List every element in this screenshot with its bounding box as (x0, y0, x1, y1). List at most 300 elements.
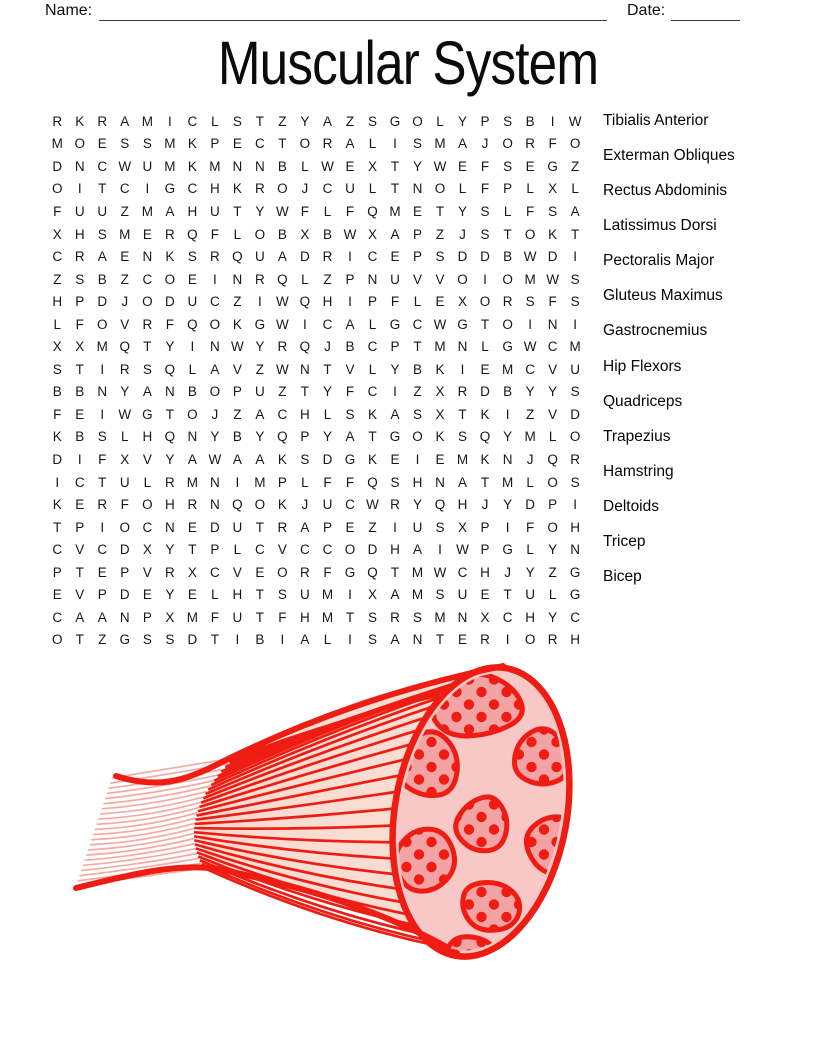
grid-letter: G (569, 587, 581, 603)
grid-letter: Y (548, 384, 558, 400)
grid-letter: S (570, 474, 580, 490)
grid-letter: R (164, 474, 175, 490)
grid-letter: Q (232, 249, 243, 265)
grid-letter: R (322, 136, 333, 152)
grid-letter: K (75, 113, 85, 129)
grid-letter: C (74, 474, 85, 490)
grid-letter: T (255, 519, 265, 535)
grid-letter: A (390, 632, 400, 648)
grid-letter: O (254, 226, 266, 242)
grid-letter: M (254, 474, 266, 490)
grid-letter: R (390, 609, 400, 625)
grid-letter: P (97, 587, 107, 603)
grid-letter: H (480, 564, 490, 580)
grid-letter: L (233, 542, 242, 558)
word-list-item: Bicep (603, 568, 642, 586)
grid-letter: Q (187, 316, 198, 332)
grid-letter: R (52, 113, 63, 129)
grid-letter: N (300, 361, 310, 377)
grid-letter: R (390, 497, 400, 513)
grid-letter: I (573, 316, 577, 332)
grid-letter: Y (165, 542, 175, 558)
grid-letter: G (502, 542, 513, 558)
grid-letter: A (458, 136, 468, 152)
grid-letter: E (52, 587, 62, 603)
grid-letter: A (75, 609, 85, 625)
grid-letter: N (547, 316, 558, 332)
grid-letter: P (210, 136, 220, 152)
grid-letter: C (142, 271, 153, 287)
grid-letter: O (569, 136, 581, 152)
grid-letter: C (209, 564, 220, 580)
grid-letter: L (548, 587, 557, 603)
grid-letter: T (368, 429, 377, 445)
grid-letter: A (413, 542, 423, 558)
grid-letter: S (367, 632, 377, 648)
grid-letter: F (525, 519, 535, 535)
grid-letter: F (210, 226, 219, 242)
grid-letter: K (52, 497, 62, 513)
grid-letter: D (480, 249, 490, 265)
grid-letter: Z (413, 384, 422, 400)
grid-letter: R (97, 497, 108, 513)
grid-letter: N (570, 542, 580, 558)
grid-letter: O (277, 564, 288, 580)
grid-letter: R (277, 519, 288, 535)
grid-letter: C (367, 339, 378, 355)
grid-letter: X (367, 158, 377, 174)
grid-letter: T (480, 316, 490, 332)
grid-letter: F (120, 497, 129, 513)
grid-letter: T (480, 474, 490, 490)
grid-letter: N (502, 451, 513, 467)
grid-letter: I (348, 249, 352, 265)
grid-letter: L (301, 158, 309, 174)
grid-letter: A (187, 451, 197, 467)
grid-letter: T (75, 361, 84, 377)
grid-letter: P (210, 542, 220, 558)
grid-letter: S (142, 361, 152, 377)
grid-letter: J (211, 406, 219, 422)
grid-letter: S (570, 294, 580, 310)
grid-letter: W (231, 339, 244, 355)
grid-letter: I (303, 316, 307, 332)
grid-letter: Z (278, 384, 287, 400)
word-list-item: Deltoids (603, 498, 659, 516)
grid-letter: R (142, 316, 153, 332)
grid-letter: P (480, 113, 490, 129)
grid-letter: P (367, 294, 377, 310)
grid-letter: L (368, 316, 377, 332)
grid-letter: I (100, 519, 105, 535)
grid-letter: R (209, 249, 220, 265)
grid-letter: A (142, 384, 152, 400)
grid-letter: W (276, 361, 289, 377)
grid-letter: W (546, 271, 559, 287)
grid-letter: Y (255, 429, 265, 445)
grid-letter: P (480, 542, 490, 558)
grid-letter: H (300, 406, 310, 422)
grid-letter: T (75, 632, 84, 648)
grid-letter: S (480, 203, 490, 219)
grid-letter: F (345, 474, 355, 490)
grid-letter: M (209, 158, 221, 174)
grid-letter: A (97, 249, 107, 265)
grid-letter: T (345, 609, 355, 625)
grid-letter: C (345, 497, 355, 513)
grid-letter: D (52, 451, 63, 467)
grid-letter: K (277, 451, 287, 467)
grid-letter: R (547, 632, 558, 648)
grid-letter: S (570, 271, 580, 287)
grid-letter: Q (119, 339, 131, 355)
grid-letter: X (480, 609, 490, 625)
grid-letter: H (300, 609, 310, 625)
grid-letter: L (458, 181, 467, 197)
grid-letter: O (502, 316, 513, 332)
grid-letter: S (232, 113, 242, 129)
grid-letter: Q (187, 226, 198, 242)
grid-letter: Z (525, 406, 535, 422)
grid-letter: X (458, 294, 468, 310)
grid-letter: B (322, 226, 332, 242)
grid-letter: K (480, 451, 490, 467)
grid-letter: O (97, 316, 108, 332)
grid-letter: O (254, 497, 266, 513)
grid-letter: M (321, 587, 334, 603)
word-list-item: Hamstring (603, 462, 674, 480)
word-list-item: Gastrocnemius (603, 322, 708, 340)
grid-letter: I (190, 339, 195, 355)
grid-letter: A (97, 609, 107, 625)
name-blank-line (99, 2, 607, 21)
grid-letter: Z (345, 113, 355, 129)
grid-letter: W (118, 158, 132, 174)
grid-letter: I (415, 451, 420, 467)
grid-letter: I (505, 519, 510, 535)
grid-letter: S (367, 609, 377, 625)
grid-letter: L (233, 226, 242, 242)
grid-letter: Y (525, 384, 535, 400)
grid-letter: P (142, 609, 152, 625)
grid-letter: D (52, 158, 63, 174)
grid-letter: R (570, 451, 580, 467)
grid-letter: V (277, 542, 287, 558)
grid-letter: X (548, 181, 558, 197)
grid-letter: S (458, 429, 468, 445)
grid-letter: L (368, 181, 377, 197)
grid-letter: D (457, 249, 468, 265)
grid-letter: C (367, 384, 378, 400)
grid-letter: Z (98, 632, 107, 648)
grid-letter: O (209, 316, 221, 332)
word-list-item: Gluteus Maximus (603, 287, 723, 305)
grid-letter: X (120, 451, 130, 467)
grid-letter: Q (299, 339, 311, 355)
grid-letter: I (258, 294, 262, 310)
grid-letter: I (280, 632, 285, 648)
grid-letter: M (569, 339, 581, 355)
grid-letter: N (164, 384, 175, 400)
grid-letter: H (457, 497, 468, 513)
grid-letter: O (142, 294, 153, 310)
grid-letter: B (503, 384, 513, 400)
grid-letter: U (142, 158, 153, 174)
grid-letter: C (367, 249, 378, 265)
grid-letter: M (411, 587, 424, 603)
grid-letter: S (525, 294, 535, 310)
grid-letter: X (435, 406, 445, 422)
grid-letter: S (503, 113, 513, 129)
grid-letter: C (412, 316, 423, 332)
grid-letter: A (255, 406, 265, 422)
grid-letter: N (457, 609, 468, 625)
grid-letter: O (119, 519, 131, 535)
grid-letter: E (390, 249, 400, 265)
grid-letter: T (210, 632, 219, 648)
grid-letter: M (389, 203, 401, 219)
grid-letter: M (164, 136, 176, 152)
word-list-item: Latissimus Dorsi (603, 216, 717, 234)
grid-letter: S (367, 113, 377, 129)
grid-letter: F (300, 203, 310, 219)
grid-letter: H (74, 226, 85, 242)
grid-letter: L (211, 587, 219, 603)
grid-letter: U (232, 519, 243, 535)
grid-letter: C (570, 609, 580, 625)
grid-letter: O (547, 474, 558, 490)
grid-letter: E (75, 497, 85, 513)
grid-letter: C (322, 316, 333, 332)
grid-letter: F (480, 181, 490, 197)
grid-letter: E (435, 451, 445, 467)
grid-letter: S (435, 587, 445, 603)
grid-letter: E (120, 249, 130, 265)
grid-letter: L (436, 113, 444, 129)
grid-letter: D (187, 632, 198, 648)
grid-letter: D (322, 451, 333, 467)
grid-letter: O (344, 542, 356, 558)
grid-letter: L (323, 406, 332, 422)
grid-letter: F (75, 316, 84, 332)
grid-letter: O (299, 136, 311, 152)
grid-letter: Q (277, 429, 288, 445)
grid-letter: L (481, 339, 489, 355)
grid-letter: W (343, 226, 357, 242)
grid-letter: T (233, 203, 242, 219)
grid-letter: A (458, 474, 468, 490)
grid-letter: E (187, 519, 197, 535)
grid-letter: I (550, 113, 555, 129)
grid-letter: K (165, 249, 175, 265)
grid-letter: U (390, 271, 400, 287)
grid-letter: H (164, 497, 175, 513)
grid-letter: G (502, 339, 513, 355)
grid-letter: K (435, 361, 445, 377)
grid-letter: F (323, 564, 332, 580)
grid-letter: H (232, 587, 243, 603)
grid-letter: W (321, 158, 334, 174)
grid-letter: P (548, 497, 558, 513)
grid-letter: U (187, 294, 198, 310)
grid-letter: I (167, 113, 172, 129)
grid-letter: M (186, 609, 198, 625)
grid-letter: M (524, 429, 536, 445)
grid-letter: A (210, 361, 220, 377)
grid-letter: Y (322, 384, 332, 400)
grid-letter: R (74, 249, 85, 265)
grid-letter: R (187, 497, 198, 513)
grid-letter: U (525, 587, 535, 603)
grid-letter: A (255, 451, 265, 467)
grid-letter: F (345, 384, 355, 400)
grid-letter: O (479, 294, 491, 310)
grid-letter: X (435, 384, 445, 400)
grid-letter: S (435, 519, 445, 535)
grid-letter: C (322, 542, 333, 558)
grid-letter: I (393, 136, 397, 152)
grid-letter: N (142, 249, 153, 265)
grid-letter: D (570, 406, 580, 422)
word-list-item: Exterman Obliques (603, 146, 735, 164)
grid-letter: R (457, 384, 468, 400)
grid-letter: L (323, 203, 332, 219)
grid-letter: E (97, 564, 107, 580)
grid-letter: U (570, 361, 580, 377)
grid-letter: O (434, 181, 446, 197)
grid-letter: W (208, 451, 222, 467)
grid-letter: L (323, 632, 332, 648)
grid-letter: A (165, 203, 175, 219)
grid-letter: Y (165, 339, 175, 355)
grid-letter: R (277, 339, 288, 355)
grid-letter: C (255, 542, 265, 558)
grid-letter: T (143, 339, 152, 355)
grid-letter: B (277, 158, 287, 174)
grid-letter: R (255, 271, 265, 287)
grid-letter: C (52, 609, 63, 625)
grid-letter: Z (120, 271, 129, 287)
grid-letter: V (142, 564, 152, 580)
grid-letter: K (367, 406, 377, 422)
grid-letter: F (323, 474, 332, 490)
grid-letter: L (413, 294, 422, 310)
grid-letter: C (502, 609, 513, 625)
word-search-grid (46, 110, 586, 651)
grid-letter: G (389, 316, 401, 332)
grid-letter: I (100, 361, 105, 377)
grid-letter: S (165, 632, 175, 648)
grid-letter: C (52, 542, 63, 558)
grid-letter: E (142, 587, 152, 603)
grid-letter: O (502, 271, 513, 287)
grid-letter: J (121, 294, 129, 310)
grid-letter: H (570, 519, 580, 535)
grid-letter: S (570, 384, 580, 400)
grid-letter: S (75, 271, 85, 287)
grid-letter: N (457, 339, 468, 355)
grid-letter: M (186, 474, 198, 490)
grid-letter: T (323, 361, 332, 377)
grid-letter: D (97, 294, 108, 310)
grid-letter: S (97, 429, 107, 445)
grid-letter: X (165, 609, 175, 625)
grid-letter: F (53, 203, 62, 219)
grid-letter: M (501, 474, 514, 490)
grid-letter: M (434, 609, 446, 625)
grid-letter: C (277, 406, 288, 422)
grid-letter: P (345, 271, 355, 287)
grid-letter: G (344, 564, 356, 580)
grid-letter: B (187, 384, 197, 400)
grid-letter: A (300, 519, 310, 535)
grid-letter: N (209, 497, 220, 513)
grid-letter: N (97, 384, 108, 400)
grid-letter: M (524, 271, 536, 287)
grid-letter: Q (367, 474, 378, 490)
grid-letter: Q (367, 564, 378, 580)
grid-letter: X (142, 542, 152, 558)
grid-letter: L (368, 361, 377, 377)
grid-letter: T (255, 113, 265, 129)
grid-letter: E (187, 271, 197, 287)
grid-letter: L (211, 113, 219, 129)
grid-letter: H (209, 181, 220, 197)
grid-letter: A (345, 429, 355, 445)
grid-letter: J (481, 497, 489, 513)
grid-letter: P (503, 181, 513, 197)
grid-letter: I (348, 294, 352, 310)
grid-letter: M (141, 113, 153, 129)
grid-letter: D (164, 294, 175, 310)
grid-letter: Q (479, 429, 491, 445)
grid-letter: H (142, 429, 153, 445)
grid-letter: B (413, 361, 423, 377)
grid-letter: Y (165, 587, 175, 603)
grid-letter: B (232, 429, 242, 445)
grid-letter: S (390, 474, 400, 490)
grid-letter: G (547, 158, 558, 174)
grid-letter: I (212, 271, 217, 287)
grid-letter: D (480, 384, 490, 400)
grid-letter: R (322, 249, 333, 265)
grid-letter: G (457, 316, 468, 332)
grid-letter: E (75, 406, 85, 422)
grid-letter: U (300, 587, 310, 603)
grid-letter: J (301, 497, 309, 513)
grid-letter: G (389, 429, 401, 445)
grid-letter: M (434, 136, 446, 152)
grid-letter: F (390, 294, 400, 310)
grid-letter: C (97, 158, 108, 174)
grid-letter: Z (548, 564, 557, 580)
grid-letter: Q (164, 361, 176, 377)
grid-letter: R (502, 294, 513, 310)
grid-letter: W (276, 203, 289, 219)
grid-letter: U (412, 519, 423, 535)
grid-letter: K (435, 429, 445, 445)
grid-letter: V (142, 451, 152, 467)
grid-letter: S (413, 136, 423, 152)
grid-letter: Z (233, 406, 242, 422)
grid-letter: E (97, 136, 107, 152)
muscle-fiber-illustration (62, 648, 607, 978)
grid-letter: Y (120, 384, 130, 400)
grid-letter: T (98, 181, 107, 197)
grid-letter: K (187, 158, 197, 174)
grid-letter: V (232, 564, 242, 580)
grid-letter: I (573, 249, 577, 265)
